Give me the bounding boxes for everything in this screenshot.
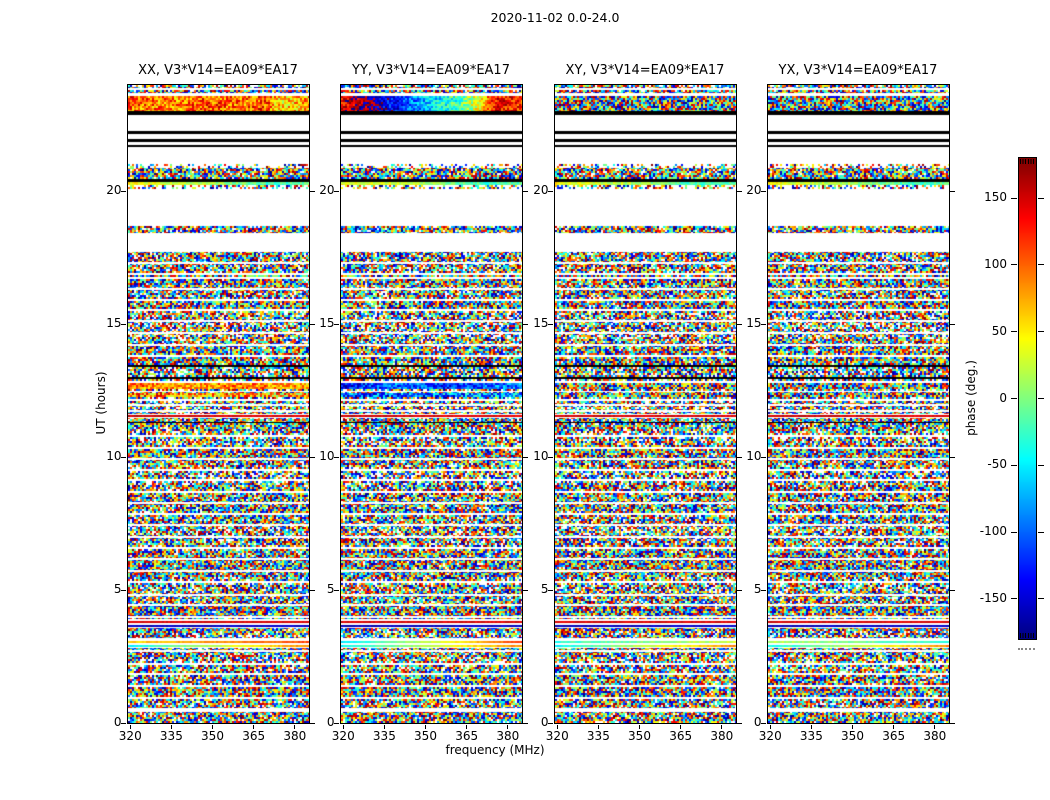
x-tick xyxy=(680,725,681,729)
y-axis-label: UT (hours) xyxy=(94,371,108,435)
y-tick-label: 5 xyxy=(753,582,762,597)
x-tick xyxy=(294,725,295,729)
colorbar-tick-left xyxy=(1011,532,1017,533)
y-tick-left xyxy=(334,324,339,325)
y-tick-left xyxy=(548,723,553,724)
colorbar-minor-ticks-top xyxy=(1020,159,1035,164)
x-tick xyxy=(212,725,213,729)
x-tick-label: 335 xyxy=(159,729,183,743)
y-tick-left xyxy=(548,324,553,325)
y-tick-label: 5 xyxy=(113,582,122,597)
y-tick-left xyxy=(121,590,126,591)
y-tick-label: 20 xyxy=(746,183,762,198)
y-tick-label: 10 xyxy=(319,449,335,464)
x-tick-label: 380 xyxy=(923,729,947,743)
x-tick xyxy=(343,725,344,729)
y-tick-label: 0 xyxy=(753,715,762,729)
colorbar-dotted-edge xyxy=(1018,648,1035,650)
x-tick-label: 365 xyxy=(455,729,479,743)
x-tick xyxy=(557,725,558,729)
y-tick-left xyxy=(334,723,339,724)
x-tick xyxy=(852,725,853,729)
y-tick-left xyxy=(121,324,126,325)
colorbar-minor-ticks-bottom xyxy=(1020,633,1035,638)
panel-title-xx: XX, V3*V14=EA09*EA17 xyxy=(138,63,298,78)
colorbar-tick-label: -100 xyxy=(979,524,1007,539)
x-tick xyxy=(639,725,640,729)
colorbar-tick-right xyxy=(1038,198,1044,199)
colorbar-tick-right xyxy=(1038,398,1044,399)
colorbar-tick-right xyxy=(1038,331,1044,332)
y-tick-left xyxy=(548,191,553,192)
y-tick-label: 0 xyxy=(540,715,549,729)
y-tick-left xyxy=(334,191,339,192)
y-tick-right xyxy=(950,590,955,591)
x-tick-label: 350 xyxy=(628,729,651,743)
heatmap-yx xyxy=(768,85,949,723)
x-tick-label: 350 xyxy=(414,729,437,743)
colorbar-tick-label: 0 xyxy=(999,390,1007,405)
x-axis-label: frequency (MHz) xyxy=(445,743,545,757)
x-tick xyxy=(253,725,254,729)
y-tick-left xyxy=(121,723,126,724)
y-tick-label: 0 xyxy=(113,715,122,729)
y-tick-label: 15 xyxy=(319,316,335,331)
y-tick-label: 10 xyxy=(106,449,122,464)
x-tick-label: 380 xyxy=(710,729,734,743)
x-tick xyxy=(425,725,426,729)
y-tick-left xyxy=(548,457,553,458)
x-tick-label: 335 xyxy=(372,729,396,743)
colorbar-tick-label: 150 xyxy=(984,190,1007,205)
x-tick-label: 335 xyxy=(799,729,823,743)
colorbar-tick-left xyxy=(1011,465,1017,466)
colorbar-tick-right xyxy=(1038,598,1044,599)
colorbar-gradient xyxy=(1019,158,1036,639)
panel-xx xyxy=(106,63,310,743)
y-tick-left xyxy=(334,590,339,591)
colorbar-tick-left xyxy=(1011,264,1017,265)
x-tick-label: 350 xyxy=(201,729,224,743)
x-tick xyxy=(721,725,722,729)
x-tick xyxy=(466,725,467,729)
x-tick xyxy=(171,725,172,729)
y-tick-label: 5 xyxy=(326,582,335,597)
y-tick-right xyxy=(950,324,955,325)
panel-title-xy: XY, V3*V14=EA09*EA17 xyxy=(565,63,725,78)
colorbar-tick-left xyxy=(1011,198,1017,199)
colorbar-tick-right xyxy=(1038,465,1044,466)
colorbar-tick-right xyxy=(1038,532,1044,533)
y-tick-label: 15 xyxy=(533,316,549,331)
colorbar xyxy=(979,157,1037,640)
colorbar-tick-label: 50 xyxy=(991,323,1007,338)
colorbar-tick-left xyxy=(1011,598,1017,599)
x-tick-label: 365 xyxy=(669,729,693,743)
figure-title: 2020-11-02 0.0-24.0 xyxy=(490,10,620,25)
y-tick-label: 10 xyxy=(533,449,549,464)
colorbar-tick-label: -50 xyxy=(987,457,1007,472)
y-tick-label: 0 xyxy=(326,715,335,729)
x-tick-label: 380 xyxy=(283,729,307,743)
y-tick-left xyxy=(761,457,766,458)
x-tick-label: 335 xyxy=(586,729,610,743)
x-tick xyxy=(507,725,508,729)
y-tick-left xyxy=(548,590,553,591)
x-tick-label: 380 xyxy=(496,729,520,743)
y-tick-left xyxy=(761,191,766,192)
colorbar-tick-label: 100 xyxy=(984,256,1007,271)
x-tick-label: 365 xyxy=(242,729,266,743)
y-tick-label: 20 xyxy=(106,183,122,198)
x-tick xyxy=(130,725,131,729)
x-tick xyxy=(598,725,599,729)
panel-title-yx: YX, V3*V14=EA09*EA17 xyxy=(778,63,938,78)
y-tick-label: 20 xyxy=(533,183,549,198)
y-tick-left xyxy=(121,457,126,458)
x-tick xyxy=(811,725,812,729)
heatmap-yy xyxy=(341,85,522,723)
x-tick-label: 350 xyxy=(841,729,864,743)
y-tick-right xyxy=(950,457,955,458)
y-tick-label: 10 xyxy=(746,449,762,464)
y-tick-left xyxy=(761,324,766,325)
y-tick-label: 15 xyxy=(746,316,762,331)
heatmap-xx xyxy=(128,85,309,723)
panel-title-yy: YY, V3*V14=EA09*EA17 xyxy=(352,63,510,78)
panel-xy xyxy=(533,63,737,743)
heatmap-xy xyxy=(555,85,736,723)
x-tick xyxy=(770,725,771,729)
y-tick-label: 5 xyxy=(540,582,549,597)
colorbar-label: phase (deg.) xyxy=(964,360,978,436)
x-tick xyxy=(934,725,935,729)
y-tick-left xyxy=(121,191,126,192)
y-tick-left xyxy=(761,590,766,591)
x-tick-label: 320 xyxy=(545,729,569,743)
panel-yy xyxy=(319,63,523,743)
colorbar-tick-right xyxy=(1038,264,1044,265)
x-tick xyxy=(384,725,385,729)
x-tick xyxy=(893,725,894,729)
colorbar-tick-label: -150 xyxy=(979,590,1007,605)
x-tick-label: 320 xyxy=(118,729,142,743)
colorbar-tick-left xyxy=(1011,331,1017,332)
colorbar-tick-left xyxy=(1011,398,1017,399)
y-tick-right xyxy=(950,191,955,192)
y-tick-label: 15 xyxy=(106,316,122,331)
panel-yx xyxy=(746,63,950,743)
x-tick-label: 365 xyxy=(882,729,906,743)
y-tick-label: 20 xyxy=(319,183,335,198)
x-tick-label: 320 xyxy=(331,729,355,743)
x-tick-label: 320 xyxy=(758,729,782,743)
y-tick-left xyxy=(761,723,766,724)
y-tick-left xyxy=(334,457,339,458)
y-tick-right xyxy=(950,723,955,724)
